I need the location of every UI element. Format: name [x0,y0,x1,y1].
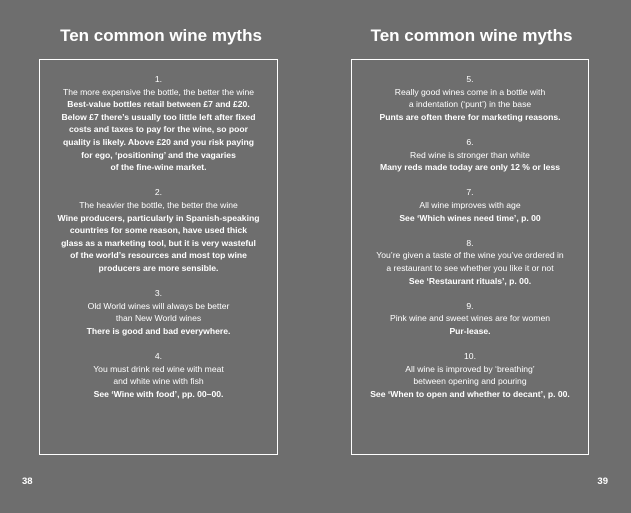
myth-answer-line: See ‘When to open and whether to decant’, p. 00. [370,388,570,399]
myth-item [356,73,584,123]
myth-number: 1. [154,74,163,84]
myth-claim-line: Really good wines come in a bottle with [394,86,546,97]
myth-answer-line: See ‘Restaurant rituals’, p. 00. [408,275,532,286]
myth-answer-line: Best-value bottles retail between £7 and £20. [67,99,250,110]
right-page [316,0,631,513]
myth-item [356,186,584,224]
myth-answer-line: Wine producers, particularly in Spanish-speaking [57,212,260,223]
myth-answer-line: See ‘Which wines need time’, p. 00 [399,212,541,223]
page-number: 38 [22,476,33,487]
myth-answer-line: countries for some reason, have used thick [69,225,248,236]
myth-claim-line: Red wine is stronger than white [410,149,530,160]
myth-answer-line: Punts are often there for marketing reasons. [379,111,561,122]
page-number: 39 [597,476,608,487]
myth-claim-line: The more expensive the bottle, the better the wine [62,86,255,97]
myth-claim-line: and white wine with fish [113,376,204,387]
myth-number: 10. [464,351,476,362]
myth-claim-line: You’re given a taste of the wine you’ve ordered in [376,250,564,261]
myth-answer-line: quality is likely. Above £20 and you risk paying [62,136,255,147]
myth-claim-line: Old World wines will always be better [87,300,230,311]
myth-number: 2. [154,187,163,198]
myth-answer-line: Many reds made today are only 12 % or less [379,162,561,173]
myth-answer-line: producers are more sensible. [98,262,219,273]
page-title: Ten common wine myths [60,26,262,45]
myth-item [44,186,273,274]
myth-number: 7. [466,187,474,198]
myth-item [356,300,584,338]
myths-box [351,59,589,455]
myth-item [44,287,273,337]
myth-item [356,136,584,174]
myth-number: 4. [154,351,163,362]
myth-item [44,73,273,174]
myth-claim-line: The heavier the bottle, the better the wine [79,199,238,210]
myth-answer-line: of the fine-wine market. [110,162,207,173]
myths-list [352,60,588,400]
myth-claim-line: than New World wines [115,313,202,324]
myth-claim-line: Pink wine and sweet wines are for women [389,313,551,324]
myth-claim-line: All wine is improved by ‘breathing’ [405,363,535,374]
myth-item [44,350,273,400]
myth-claim-line: All wine improves with age [419,199,521,210]
myth-item [356,237,584,287]
myth-number: 3. [154,288,163,299]
myth-number: 8. [466,237,474,248]
myth-claim-line: You must drink red wine with meat [93,363,224,374]
myth-answer-line: of the world’s resources and most top wine [70,250,247,261]
myth-claim-line: between opening and pouring [413,376,527,387]
myth-answer-line: glass as a marketing tool, but it is very wasteful [61,237,256,248]
myth-claim-line: a restaurant to see whether you like it or not [386,262,554,273]
myth-item [356,350,584,400]
myth-answer-line: Pur-lease. [449,325,491,336]
myth-answer-line: for ego, ‘positioning’ and the vagaries [81,149,236,160]
myth-answer-line: See ‘Wine with food’, pp. 00–00. [93,388,224,399]
myth-number: 6. [466,136,474,147]
myth-claim-line: a indentation (‘punt’) in the base [408,99,532,110]
myth-number: 9. [466,300,474,311]
myths-list [40,60,277,400]
myth-answer-line: costs and taxes to pay for the wine, so poor [68,124,249,135]
myth-answer-line: There is good and bad everywhere. [86,325,231,336]
myths-box [39,59,278,455]
myth-number: 5. [466,74,474,84]
myth-answer-line: Below £7 there’s usually too little left after fixed [61,111,256,122]
page-title: Ten common wine myths [370,26,573,45]
